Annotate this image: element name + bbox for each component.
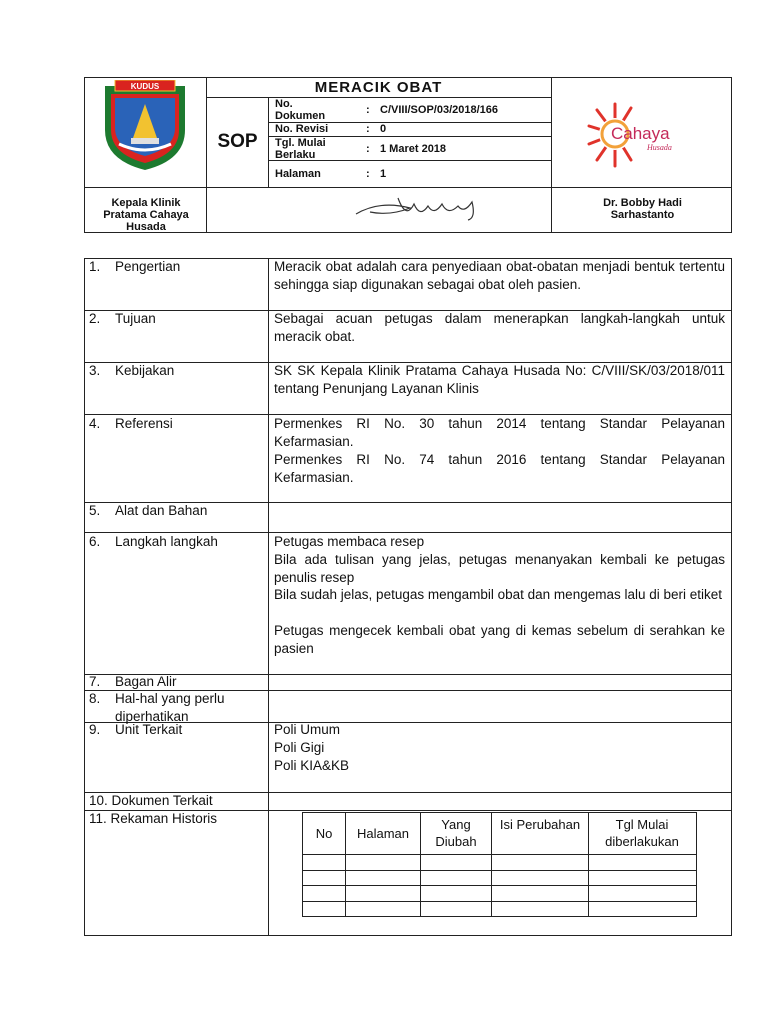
left-signatory: Kepala Klinik Pratama Cahaya Husada	[103, 197, 189, 233]
doc-no-label: No. Dokumen	[275, 98, 326, 122]
document-title: MERACIK OBAT	[314, 79, 443, 96]
history-header: No	[315, 826, 333, 841]
page-value: 1	[380, 168, 387, 180]
section-text: Permenkes RI No. 30 tahun 2014 tentang Standar Pelayanan Kefarmasian.	[274, 416, 725, 449]
section-label: 6. Langkah langkah	[89, 534, 218, 549]
brand-name: Cahaya	[611, 124, 670, 143]
section-text: Poli KIA&KB	[274, 758, 350, 773]
history-header: Isi Perubahan	[499, 817, 581, 832]
logo-text: KUDUS	[130, 82, 160, 91]
rev-label: No. Revisi	[275, 123, 329, 135]
brand-sub: Husada	[647, 143, 672, 152]
section-label: 7. Bagan Alir	[89, 674, 177, 689]
right-signatory: Dr. Bobby Hadi Sarhastanto	[603, 197, 682, 221]
kudus-emblem-icon	[101, 80, 189, 172]
date-value: 1 Maret 2018	[380, 143, 447, 155]
history-header: Halaman	[356, 826, 410, 841]
rev-value: 0	[380, 123, 387, 135]
section-label: 8. Hal-hal yang perlu diperhatikan	[89, 691, 225, 724]
section-text: Poli Gigi	[274, 740, 325, 755]
section-text: Permenkes RI No. 74 tahun 2016 tentang Standar Pelayanan Kefarmasian.	[274, 452, 725, 485]
cahaya-husada-logo-icon	[585, 98, 695, 170]
date-label: Tgl. Mulai Berlaku	[275, 137, 326, 161]
section-label: 10. Dokumen Terkait	[89, 793, 213, 808]
section-text: Bila ada tulisan yang jelas, petugas menanyakan kembali ke petugas penulis resep	[274, 552, 725, 585]
section-label: 3. Kebijakan	[89, 363, 175, 378]
doc-no-value: C/VIII/SOP/03/2018/166	[380, 104, 499, 116]
history-header: Yang Diubah	[435, 817, 477, 849]
section-text: Petugas mengecek kembali obat yang di kemas sebelum di serahkan ke pasien	[274, 623, 725, 656]
section-label: 5. Alat dan Bahan	[89, 503, 208, 518]
history-header: Tgl Mulai diberlakukan	[605, 817, 679, 849]
section-label: 4. Referensi	[89, 416, 173, 431]
section-text: SK SK Kepala Klinik Pratama Cahaya Husada No: C/VIII/SK/03/2018/011 tentang Penunjang Layanan Klinis	[274, 363, 725, 396]
signature-icon	[350, 190, 490, 226]
colon: :	[366, 123, 370, 135]
section-text: Bila sudah jelas, petugas mengambil obat dan mengemas lalu di beri etiket	[274, 587, 723, 602]
section-label: 1. Pengertian	[89, 259, 181, 274]
colon: :	[366, 168, 370, 180]
section-text: Sebagai acuan petugas dalam menerapkan langkah-langkah untuk meracik obat.	[274, 311, 725, 344]
section-text: Petugas membaca resep	[274, 534, 425, 549]
section-label: 9. Unit Terkait	[89, 722, 183, 737]
sop-label: SOP	[217, 131, 258, 152]
section-text: Meracik obat adalah cara penyediaan obat-obatan menjadi bentuk tertentu sehingga siap digunakan sebagai obat oleh pasien.	[274, 259, 725, 292]
colon: :	[366, 143, 370, 155]
page-label: Halaman	[275, 168, 321, 180]
colon: :	[366, 104, 370, 116]
section-label: 11. Rekaman Historis	[89, 811, 218, 826]
section-text: Poli Umum	[274, 722, 341, 737]
section-label: 2. Tujuan	[89, 311, 156, 326]
